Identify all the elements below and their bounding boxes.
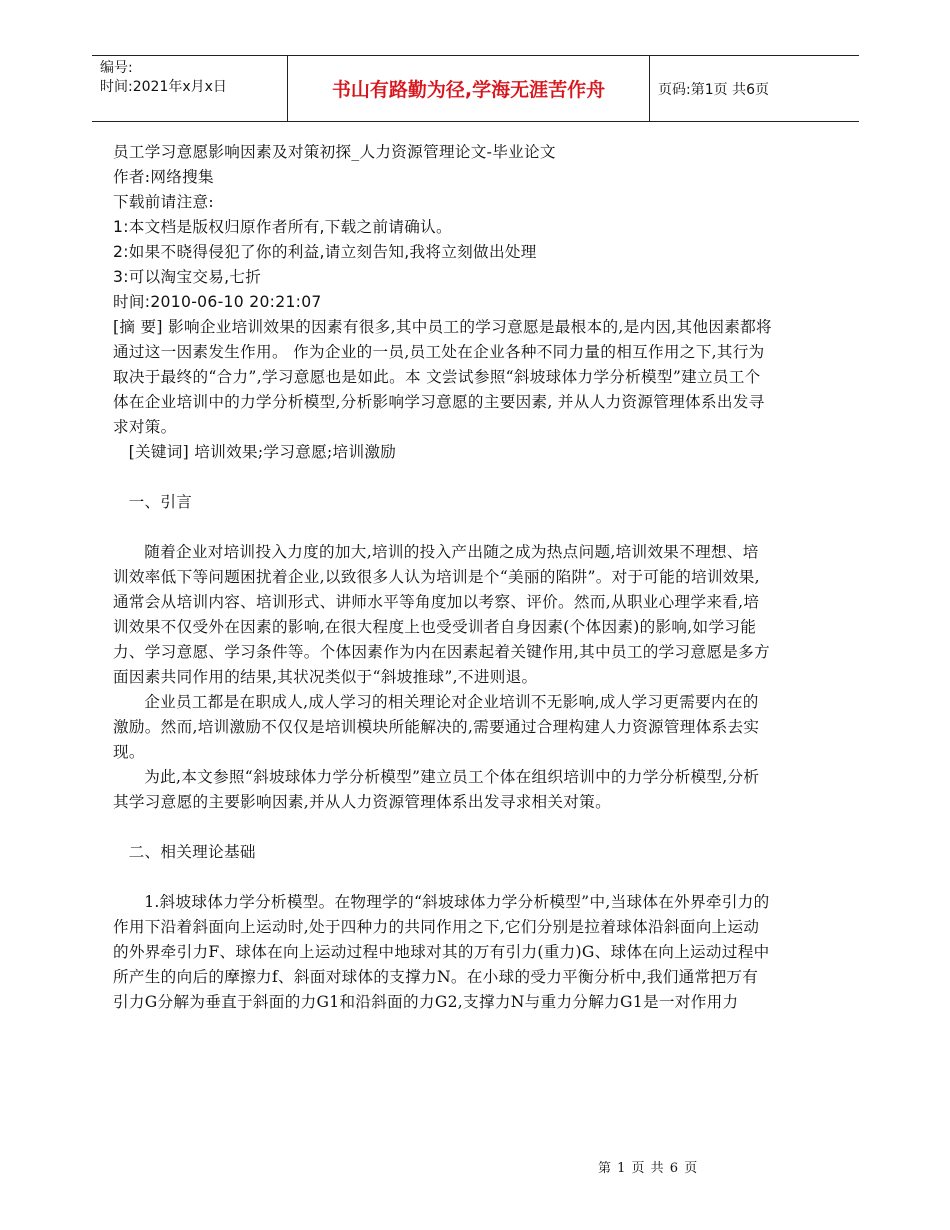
section-heading-theory: 二、相关理论基础 — [128, 843, 256, 861]
doc-timestamp: 时间:2010-06-10 20:21:07 — [113, 293, 322, 311]
section-heading-intro: 一、引言 — [128, 493, 193, 511]
body-paragraph-1: 随着企业对培训投入力度的加大,培训的投入产出随之成为热点问题,培训效果不理想、培训效率低下等问题困扰着企业,以致很多人认为培训是个“美丽的陷阱”。对于可能的培训效果,通常会从培训内容、培训形式、讲师水平等角度加以考察、评价。然而,从职业心理学来看,培训效果不仅受外在因素的影响,在很大程度上也受受训者自身因素(个体因素)的影响,如学习能力、学习意愿、学习条件等。个体因素作为内在因素起着关键作用,其中员工的学习意愿是多方面因素共同作用的结果,其状况类似于“斜坡推球”,不进则退。 — [113, 543, 770, 686]
page-header — [92, 55, 859, 122]
notice-item-3: 3:可以淘宝交易,七折 — [113, 268, 262, 286]
body-paragraph-4: 1.斜坡球体力学分析模型。在物理学的“斜坡球体力学分析模型”中,当球体在外界牵引力的作用下沿着斜面向上运动时,处于四种力的共同作用之下,它们分别是拉着球体沿斜面向上运动的外界牵引力F、球体在向上运动过程中地球对其的万有引力(重力)G、球体在向上运动过程中所产生的向后的摩擦力f、斜面对球体的支撑力N。在小球的受力平衡分析中,我们通常把万有引力G分解为垂直于斜面的力G1和沿斜面的力G2,支撑力N与重力分解力G1是一对作用力 — [113, 893, 770, 1011]
spacer — [113, 515, 773, 540]
header-meta — [100, 59, 290, 97]
notice-item-1: 1:本文档是版权归原作者所有,下载之前请确认。 — [113, 218, 452, 236]
keywords-line: [关键词] 培训效果;学习意愿;培训激励 — [128, 443, 397, 461]
document-body — [113, 140, 773, 1015]
doc-title: 员工学习意愿影响因素及对策初探_人力资源管理论文-毕业论文 — [113, 143, 556, 161]
spacer — [113, 865, 773, 890]
number-label: 编号: — [100, 60, 133, 76]
abstract-paragraph: [摘 要] 影响企业培训效果的因素有很多,其中员工的学习意愿是最根本的,是内因,其他因素都将通过这一因素发生作用。 作为企业的一员,员工处在企业各种不同力量的相互作用之下,其行为取决于最终的“合力”,学习意愿也是如此。本 文尝试参照“斜坡球体力学分析模型”建立员工个体在企业培训中的力学分析模型,分析影响学习意愿的主要因素, 并从人力资源管理体系出发寻求对策。 — [113, 318, 772, 436]
notice-item-2: 2:如果不晓得侵犯了你的利益,请立刻告知,我将立刻做出处理 — [113, 243, 537, 261]
page-footer: 第 1 页 共 6 页 — [598, 1161, 699, 1176]
header-motto: 书山有路勤为径,学海无涯苦作舟 — [287, 56, 650, 121]
doc-author: 作者:网络搜集 — [113, 168, 214, 186]
header-page-info: 页码:第1页 共6页 — [658, 81, 769, 98]
notice-title: 下载前请注意: — [113, 193, 214, 211]
body-paragraph-2: 企业员工都是在职成人,成人学习的相关理论对企业培训不无影响,成人学习更需要内在的激励。然而,培训激励不仅仅是培训模块所能解决的,需要通过合理构建人力资源管理体系去实现。 — [113, 693, 760, 761]
time-label: 时间:2021年x月x日 — [100, 79, 227, 95]
spacer — [113, 465, 773, 490]
body-paragraph-3: 为此,本文参照“斜坡球体力学分析模型”建立员工个体在组织培训中的力学分析模型,分析其学习意愿的主要影响因素,并从人力资源管理体系出发寻求相关对策。 — [113, 768, 760, 811]
spacer — [113, 815, 773, 840]
